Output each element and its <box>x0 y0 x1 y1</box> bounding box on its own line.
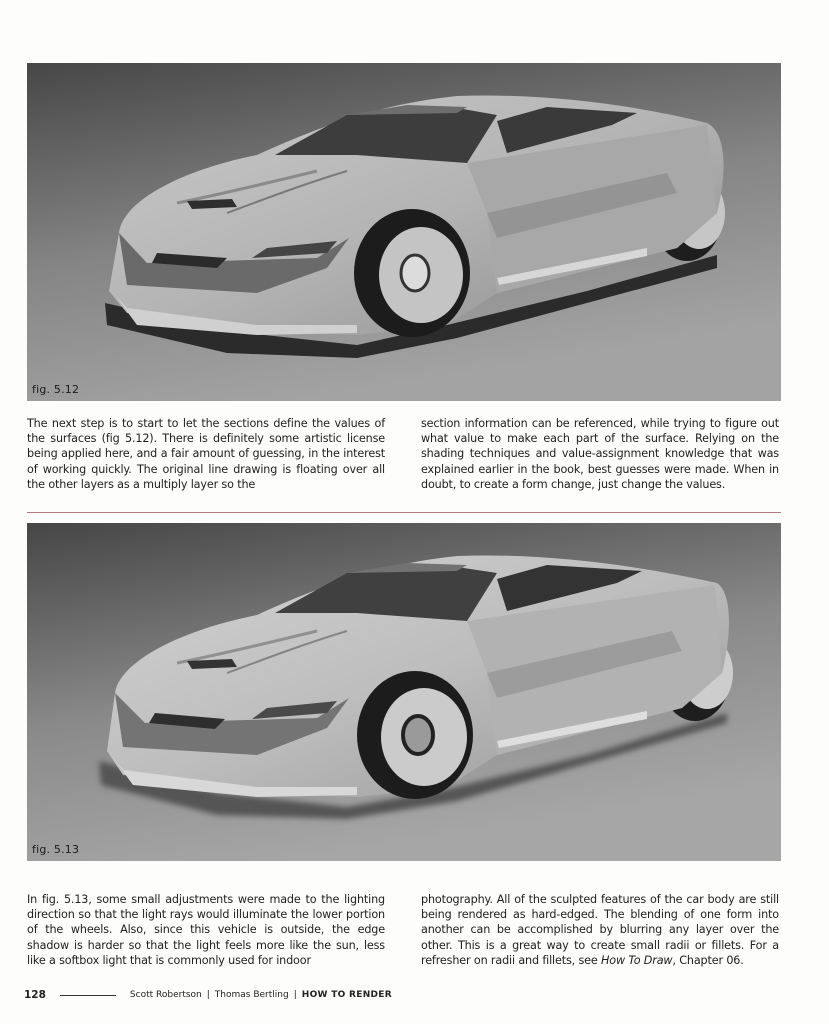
paragraph-fig-5-12-right: section information can be referenced, while trying to figure out what value to make each part of the surface. Relying on the shading techniques and value-assignment knowledge that was explained earlier in the book, best guesses were made. When in doubt, to create a form change, just change the values. <box>421 417 779 491</box>
paragraph-text: photography. All of the sculpted features of the car body are still being rendered as hard-edged. The blending of one form into another can be accomplished by blurring any layer over the other. This is a great way to create small radii or fillets. For a refresher on radii and fillets, see <box>421 893 779 967</box>
section-divider <box>27 512 781 513</box>
car-illustration-fig-5-12 <box>27 63 781 401</box>
paragraph-fig-5-13-right <box>421 892 779 968</box>
figure-5-13 <box>27 523 781 861</box>
page-footer <box>24 987 392 1003</box>
footer-separator: | <box>206 990 210 1000</box>
page-number: 128 <box>24 989 46 1001</box>
figure-caption-5-12: fig. 5.12 <box>32 383 80 396</box>
figure-caption-5-13: fig. 5.13 <box>32 843 80 856</box>
paragraph-text-end: , Chapter 06. <box>672 953 744 967</box>
paragraph-fig-5-12-left: The next step is to start to let the sections define the values of the surfaces (fig 5.12). There is definitely some artistic license being applied here, and a fair amount of guessing, in the interest of working quickly. The original line drawing is floating over all the other layers as a multiply layer so the <box>27 417 385 491</box>
book-reference-title: How To Draw <box>601 953 673 967</box>
figure-5-12 <box>27 63 781 401</box>
car-illustration-fig-5-13 <box>27 523 781 861</box>
footer-rule <box>60 995 116 996</box>
paragraph-fig-5-13-left: In fig. 5.13, some small adjustments were made to the lighting direction so that the light rays would illuminate the lower portion of the wheels. Also, since this vehicle is outside, the edge shadow is harder so that the light feels more like the sun, less like a softbox light that is commonly used for indoor <box>27 893 385 967</box>
author-name-2: Thomas Bertling <box>214 990 289 1000</box>
author-name-1: Scott Robertson <box>129 990 202 1000</box>
footer-separator: | <box>293 990 297 1000</box>
book-title: HOW TO RENDER <box>301 990 392 1000</box>
